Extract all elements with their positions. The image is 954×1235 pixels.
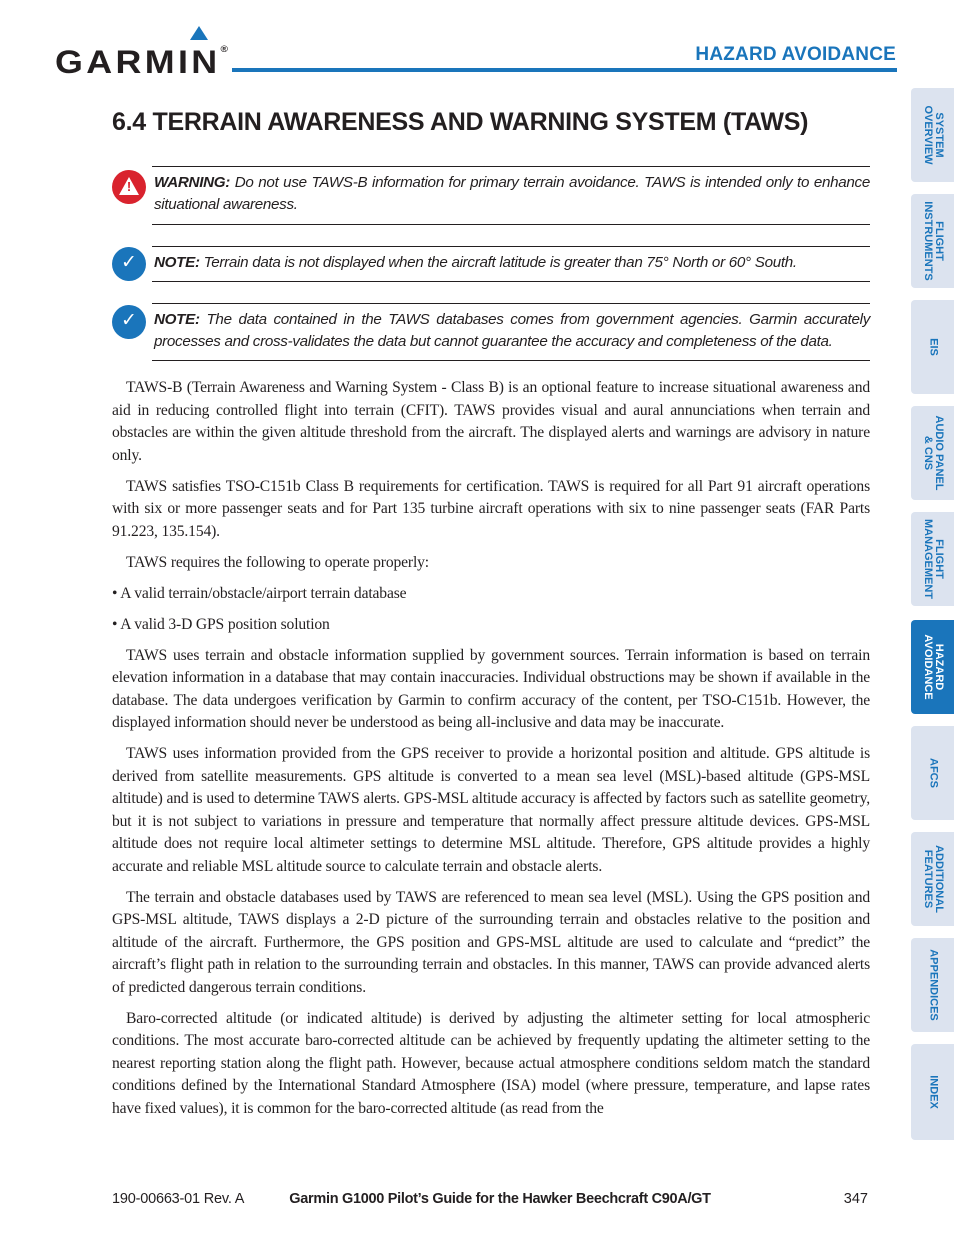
tab-afcs[interactable] <box>911 726 954 820</box>
tab-label: SYSTEM OVERVIEW <box>921 105 945 165</box>
note-text: Terrain data is not displayed when the aircraft latitude is greater than 75° North or 60° South. <box>199 254 797 271</box>
tab-label: HAZARD AVOIDANCE <box>921 634 945 700</box>
note-callout-1 <box>152 246 870 282</box>
garmin-logo <box>55 26 228 80</box>
tab-label: ADDITIONAL FEATURES <box>921 845 945 913</box>
page-number: 347 <box>843 1191 868 1207</box>
paragraph: TAWS requires the following to operate properly: <box>126 553 429 571</box>
tab-eis[interactable] <box>911 300 954 394</box>
tab-label: AUDIO PANEL & CNS <box>921 415 945 491</box>
body-text <box>112 377 870 1129</box>
header-rule <box>232 68 897 72</box>
warning-icon: ! <box>112 170 146 204</box>
logo-text: GARMIN® <box>55 44 228 80</box>
footer-title: Garmin G1000 Pilot’s Guide for the Hawker Beechcraft C90A/GT <box>289 1191 711 1207</box>
note-check-icon: ✓ <box>112 247 146 281</box>
tab-label: INDEX <box>927 1075 939 1109</box>
paragraph: TAWS uses terrain and obstacle information supplied by government sources. Terrain information is based on terrain elevation information in a database that may contain inaccuracies. Individual obstructions may be shown if available in the database. The data undergoes verification by Garmin to confirm accuracy of the content, per TSO-C151b. However, the displayed information should never be understood as being all-inclusive and data may be inaccurate. <box>112 646 870 731</box>
footer-doc-number: 190-00663-01 Rev. A <box>112 1191 245 1207</box>
warning-text: Do not use TAWS-B information for primary terrain avoidance. TAWS is intended only to enhance situational awareness. <box>154 174 870 213</box>
paragraph: TAWS uses information provided from the GPS receiver to provide a horizontal position and altitude. GPS altitude is derived from satellite measurements. GPS altitude is converted to a mean sea level (MSL)-based altitude (GPS-MSL altitude) and is used to determine TAWS alerts. GPS-MSL altitude accuracy is affected by factors such as satellite geometry, but it is not subject to variations in pressure and temperature that normally affect pressure altitude devices. GPS-MSL altitude does not require local altimeter settings to determine MSL altitude. Therefore, GPS altitude provides a highly accurate and reliable MSL altitude source to calculate terrain and obstacle alerts. <box>112 745 870 875</box>
page-heading: 6.4 TERRAIN AWARENESS AND WARNING SYSTEM (TAWS) <box>112 108 809 136</box>
tab-index[interactable] <box>911 1044 954 1140</box>
tab-label: FLIGHT MANAGEMENT <box>921 518 945 600</box>
note-check-icon: ✓ <box>112 305 146 339</box>
note-callout-2 <box>152 303 870 361</box>
bullet-item: • A valid 3-D GPS position solution <box>112 615 330 633</box>
section-title: HAZARD AVOIDANCE <box>695 44 896 65</box>
logo-triangle-icon <box>190 26 208 40</box>
paragraph: TAWS satisfies TSO-C151b Class B requirements for certification. TAWS is required for all Part 91 aircraft operations with six or more passenger seats and for Part 135 turbine aircraft operations with six to nine passenger seats (FAR Parts 91.223, 135.154). <box>112 477 870 540</box>
tab-additional-features[interactable] <box>911 832 954 926</box>
note-label: NOTE: <box>154 254 200 271</box>
tab-hazard-avoidance[interactable] <box>911 620 954 714</box>
tab-label: AFCS <box>927 758 939 788</box>
tab-audio-panel-cns[interactable] <box>911 406 954 500</box>
bullet-item: • A valid terrain/obstacle/airport terrain database <box>112 584 407 602</box>
tab-label: FLIGHT INSTRUMENTS <box>921 201 945 281</box>
tab-appendices[interactable] <box>911 938 954 1032</box>
warning-callout <box>152 166 870 225</box>
tab-system-overview[interactable] <box>911 88 954 182</box>
tab-flight-instruments[interactable] <box>911 194 954 288</box>
warning-label: WARNING: <box>154 174 231 191</box>
tab-flight-management[interactable] <box>911 512 954 606</box>
note-text: The data contained in the TAWS databases comes from government agencies. Garmin accurately processes and cross-validates the data but cannot guarantee the accuracy and completeness of the data. <box>154 311 870 350</box>
paragraph: The terrain and obstacle databases used by TAWS are referenced to mean sea level (MSL). Using the GPS position and GPS-MSL altitude, TAWS displays a 2-D picture of the surrounding terrain and obstacles relative to the position and altitude of the aircraft. Furthermore, the GPS position and GPS-MSL altitude are used to calculate and “predict” the aircraft’s flight path in relation to the surrounding terrain and obstacles. In this manner, TAWS can provide advanced alerts of predicted dangerous terrain conditions. <box>112 888 870 996</box>
note-label: NOTE: <box>154 311 200 328</box>
tab-label: APPENDICES <box>927 949 939 1021</box>
paragraph: TAWS-B (Terrain Awareness and Warning System - Class B) is an optional feature to increase situational awareness and aid in reducing controlled flight into terrain (CFIT). TAWS provides visual and aural annunciations when terrain and obstacles are within the given altitude threshold from the aircraft. The displayed alerts and warnings are advisory in nature only. <box>112 379 870 464</box>
paragraph: Baro-corrected altitude (or indicated altitude) is derived by adjusting the altimeter setting for local atmospheric conditions. The most accurate baro-corrected altitude can be achieved by frequently updating the altimeter setting to the nearest reporting station along the flight path. However, because actual atmosphere conditions seldom match the standard conditions defined by the International Standard Atmosphere (ISA) model (where pressure, temperature, and lapse rates have fixed values), it is common for the baro-corrected altitude (as read from the <box>112 1009 870 1117</box>
tab-label: EIS <box>927 338 939 356</box>
